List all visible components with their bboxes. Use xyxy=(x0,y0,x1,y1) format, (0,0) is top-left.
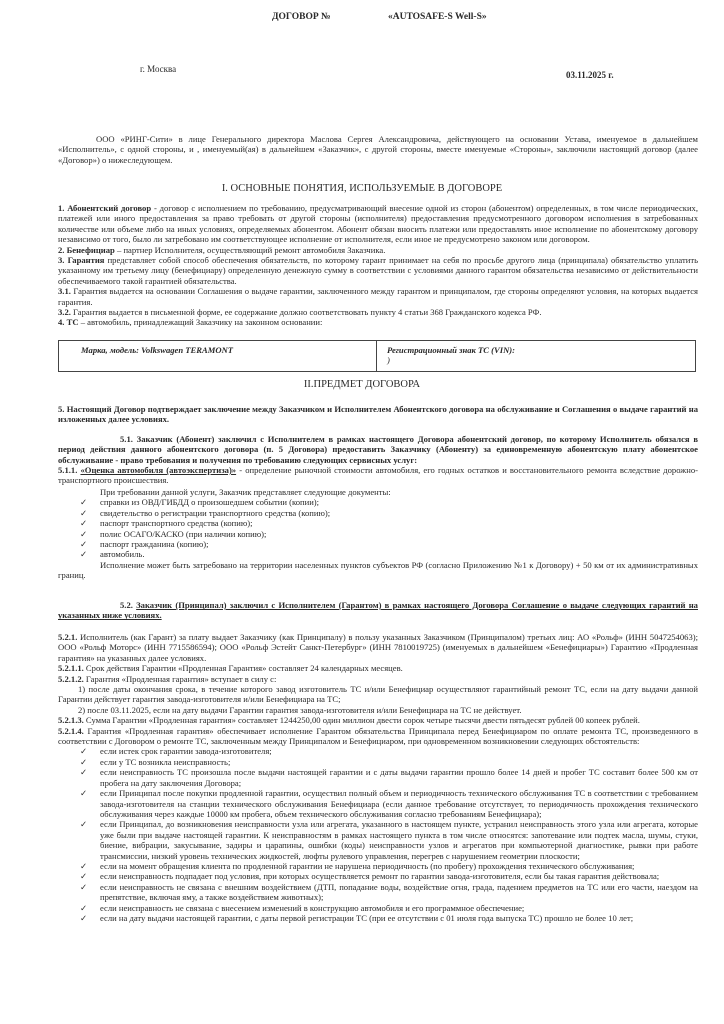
vehicle-table xyxy=(58,340,696,372)
document-item: ✓ паспорт гражданина (копию); xyxy=(80,539,209,550)
check-icon: ✓ xyxy=(80,871,88,882)
clause-3-1: 3.1. Гарантия выдается на основании Соглашения о выдаче гарантии, заключенного между гарантом и принципалом, где стороны определяют условия, на которых выдается гарантия. xyxy=(58,286,698,307)
definition-guarantee: 3. Гарантия представляет собой способ обеспечения обязательств, по которому гарант принимает на себя по просьбе другого лица (принципала) обязательство уплатить указанному им третьему лицу (бенефициару) определенную денежную сумму в соответствии с условиями данного гарантом обязательства независимо от действительности обеспечиваемого такой гарантией обязательства. xyxy=(58,255,698,286)
documents-section xyxy=(58,487,698,581)
check-icon: ✓ xyxy=(80,518,88,529)
clause-5-2-1-4: 5.2.1.4. Гарантия «Продленная гарантия» обеспечивает исполнение Гарантом обязательства Принципала перед Бенефициаром по оплате ремонта ТС, произведенного в соответствии с Договором о ремонте ТС, заключенным между Принципалом и Бенефициаром, при одновременном возникновении следующих обстоятельств: xyxy=(58,725,698,747)
vin-label: Регистрационный знак ТС (VIN): xyxy=(387,345,516,355)
check-icon: ✓ xyxy=(80,756,88,767)
condition-item: ✓ если у ТС возникла неисправность; xyxy=(80,756,231,767)
check-icon: ✓ xyxy=(80,767,88,778)
check-icon: ✓ xyxy=(80,539,88,550)
section-2-title: II.ПРЕДМЕТ ДОГОВОРА xyxy=(303,379,421,390)
condition-item: ✓ если неисправность подпадает под условия, при которых осуществляется ремонт по гарантии завода-изготовителя, если бы такая гарантия действовала; xyxy=(80,871,660,882)
effective-condition-2: 2) после 03.11.2025, если на дату выдачи Гарантии гарантия завода-изготовителя и/или Бенефициара на ТС не действует. xyxy=(78,704,522,715)
document-item: ✓ полис ОСАГО/КАСКО (при наличии копию); xyxy=(80,528,267,539)
check-icon: ✓ xyxy=(80,819,88,830)
clause-5: 5. Настоящий Договор подтверждает заключение между Заказчиком и Исполнителем Абонентского договора на обслуживание и Соглашения о выдаче гарантий на изложенных далее условиях. xyxy=(58,404,698,425)
check-icon: ✓ xyxy=(80,860,88,871)
document-item: ✓ справки из ОВД/ГИБДД о произошедшем событии (копии); xyxy=(80,497,320,508)
check-icon: ✓ xyxy=(80,881,88,892)
condition-item: ✓ если истек срок гарантии завода-изготовителя; xyxy=(80,746,272,757)
intro-paragraph: ООО «РИНГ-Сити» в лице Генерального директора Маслова Сергея Александровича, действующего на основании Устава, именуемое в дальнейшем «Исполнитель», с одной стороны, и , именуемый(ая) в дальнейшем «Заказчик», с другой стороны, вместе именуемые «Стороны», заключили настоящий договор (далее «Договор») о нижеследующем. xyxy=(58,134,698,165)
condition-item: ✓ если Принципал после покупки продленной гарантии, осуществил полный объем и периодичность технического обслуживания ТС в соответствии с требованием завода-изготовителя на станции технического обслуживания Бенефициара (если данное требование отсутствует, то периодичность прохождения технического обслуживания через каждые 10000 км пробега, объем технического обслуживания согласно требованиям Бенефициара); xyxy=(80,788,698,819)
definition-beneficiary: 2. Бенефициар – партнер Исполнителя, осуществляющий ремонт автомобиля Заказчика. xyxy=(58,244,386,255)
section-1-body xyxy=(58,203,698,328)
clause-5-2: 5.2. Заказчик (Принципал) заключил с Исполнителем (Гарантом) в рамках настоящего Договора Соглашение о выдаче следующих гарантий на указанных ниже условиях. xyxy=(58,600,698,621)
contract-name: «AUTOSAFE-S Well-S» xyxy=(388,12,487,22)
documents-list xyxy=(58,497,698,559)
territory-note: Исполнение может быть затребовано на территории населенных пунктов субъектов РФ (согласно Приложению №1 к Договору) + 50 км от их административных границ. xyxy=(58,559,698,581)
check-icon: ✓ xyxy=(80,902,88,913)
document-item: ✓ свидетельство о регистрации транспортного средства (копию); xyxy=(80,507,331,518)
condition-item: ✓ если неисправность не связана с внесением изменений в конструкцию автомобиля и его программное обеспечение; xyxy=(80,902,525,913)
condition-item: ✓ если на момент обращения клиента по продленной гарантии не нарушена периодичность (по пробегу) прохождения технического обслуживания; xyxy=(80,860,635,871)
section-1-title: I. ОСНОВНЫЕ ПОНЯТИЯ, ИСПОЛЬЗУЕМЫЕ В ДОГОВОРЕ xyxy=(221,183,503,194)
check-icon: ✓ xyxy=(80,549,88,560)
service-appraisal: «Оценка автомобиля (автоэкспертиза)» xyxy=(80,465,237,475)
definition-vehicle: 4. ТС – автомобиль, принадлежащий Заказчику на законном основании: xyxy=(58,317,323,328)
document-item: ✓ паспорт транспортного средства (копию); xyxy=(80,518,253,529)
check-icon: ✓ xyxy=(80,746,88,757)
condition-item: ✓ если Принципал, до возникновения неисправности узла или агрегата, указанного в настоящем пункте, устранил неисправность этого узла или агрегата, которые уже были при выдаче настоящей гарантии. К неисправностям в рамках настоящего пункта в том числе относятся: запотевание или подтек масла, шумы, стуки, биение, вибрации, закусывание, задиры и царапины, ошибки (коды) неисправности узлов и агрегатов при компьютерной диагностике, рывки при работе трансмиссии, низкий уровень технических жидкостей, люфты рулевого управления, перегрев с нарушением геометрии плоскости; xyxy=(80,819,698,861)
contract-date: 03.11.2025 г. xyxy=(566,70,614,80)
condition-item: ✓ если неисправность не связана с внешним воздействием (ДТП, попадание воды, воздействие огня, града, падением предметов на ТС или его части, наездом на препятствие, включая яму, а также воздействием животных); xyxy=(80,881,698,903)
vehicle-model-cell: Марка, модель: Volkswagen TERAMONT xyxy=(59,341,377,371)
clause-5-1-1: 5.1.1. «Оценка автомобиля (автоэкспертиза)» - определение рыночной стоимости автомобиля, его годных остатков и восстановительного ремонта вследствие дорожно-транспортного происшествия. xyxy=(58,465,698,486)
definition-subscription: 1. Абонентский договор - договор с исполнением по требованию, предусматривающий внесение одной из сторон (абонентом) определенных, в том числе периодических, платежей или иного предоставления за право требовать от другой стороны (исполнителя) предоставления предусмотренного договором исполнения в затребованных количестве или объеме либо на иных условиях, определяемых абонентом. Абонент обязан вносить платежи или предоставлять иное исполнение по абонентскому договору независимо от того, было ли затребовано им соответствующее исполнение от исполнителя, если иное не предусмотрено законом или договором. xyxy=(58,203,698,245)
vehicle-vin-cell xyxy=(377,341,695,371)
clause-5-2-1: 5.2.1. Исполнитель (как Гарант) за плату выдает Заказчику (как Принципалу) в пользу указанных Заказчиком (Принципалом) третьих лиц: АО «Рольф» (ИНН 5047254063); ООО «Рольф Моторс» (ИНН 7715586594); ООО «Рольф Эстейт Санкт-Петербург» (ИНН 7810019725) (именуемых в дальнейшем «Бенефициары») Гарантию «Продленная гарантия» на указанных далее условиях. xyxy=(58,632,698,663)
effective-condition-1: 1) после даты окончания срока, в течение которого завод изготовитель ТС и/или Бенефициар осуществляют гарантийный ремонт ТС, если на дату выдачи данной Гарантии действует гарантия завода-изготовителя и/или Бенефициара на ТС; xyxy=(58,684,698,705)
contract-city: г. Москва xyxy=(140,64,177,74)
check-icon: ✓ xyxy=(80,507,88,518)
check-icon: ✓ xyxy=(80,788,88,799)
clause-5-2-1-2: 5.2.1.2. Гарантия «Продленная гарантия» вступает в силу с: xyxy=(58,673,277,684)
condition-item: ✓ если неисправность ТС произошла после выдачи настоящей гарантии и с даты выдачи гарантии прошло более 14 дней и пробег ТС составит более 500 км от пробега на дату заключения Договора; xyxy=(80,767,698,788)
documents-intro: При требовании данной услуги, Заказчик представляет следующие документы: xyxy=(100,487,391,497)
guarantee-terms xyxy=(58,632,698,923)
vin-value: ) xyxy=(387,355,390,366)
clause-5-2-1-1: 5.2.1.1. Срок действия Гарантии «Продленная Гарантия» составляет 24 календарных месяцев. xyxy=(58,663,403,674)
clause-5-1: 5.1. Заказчик (Абонент) заключил с Исполнителем в рамках настоящего Договора абонентский договор, по которому Исполнитель обязался в период действия данного абонентского договора (п. 5 Договора) предоставить Заказчику (Абоненту) за единовременную абонентскую плату абонентское обслуживание - право требования и получения по требованию следующих сервисных услуг: xyxy=(58,434,698,465)
conditions-list xyxy=(58,746,698,923)
document-item: ✓ автомобиль. xyxy=(80,549,145,560)
check-icon: ✓ xyxy=(80,912,88,923)
clause-3-2: 3.2. Гарантия выдается в письменной форме, ее содержание должно соответствовать пункту 4 статьи 368 Гражданского кодекса РФ. xyxy=(58,307,542,318)
check-icon: ✓ xyxy=(80,528,88,539)
condition-item: ✓ если на дату выдачи настоящей гарантии, с даты первой регистрации ТС (при ее отсутствии с 01 июля года выпуска ТС) прошло не более 10 лет; xyxy=(80,912,634,923)
clause-5-2-1-3: 5.2.1.3. Сумма Гарантии «Продленная гарантия» составляет 1244250,00 один миллион двести сорок четыре тысячи двести пятьдесят рублей 00 копеек рублей. xyxy=(58,715,640,726)
contract-number-label: ДОГОВОР № xyxy=(272,12,331,22)
check-icon: ✓ xyxy=(80,497,88,508)
